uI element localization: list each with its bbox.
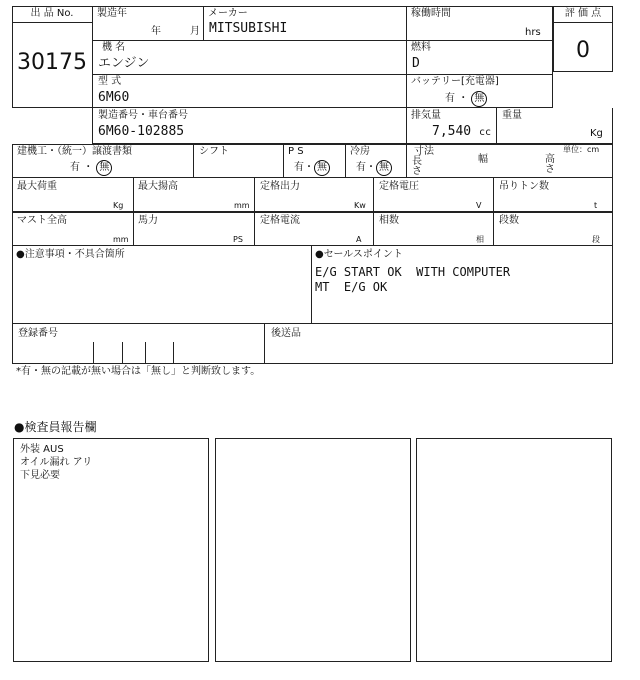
hp-label: 馬力 <box>138 215 158 226</box>
ps-yes-no <box>294 160 330 176</box>
doc-label: 建機工・（統一）譲渡書類 <box>17 146 132 157</box>
divider <box>264 324 265 364</box>
no-circled: 無 <box>376 160 392 176</box>
rated-voltage-label: 定格電圧 <box>379 181 419 192</box>
dot-text: ・ <box>458 93 469 104</box>
rated-voltage-unit: V <box>476 201 482 210</box>
serial-label: 製造番号・車台番号 <box>98 110 188 121</box>
dot-text: ・ <box>304 162 314 173</box>
reg-cell-divider <box>145 342 146 364</box>
lot-no: 30175 <box>17 50 87 75</box>
hours-unit: hrs <box>525 27 541 38</box>
displacement-unit: cc <box>478 127 492 138</box>
dot-text: ・ <box>366 162 376 173</box>
max-load-unit: Kg <box>113 201 124 210</box>
ac-label: 冷房 <box>350 146 370 157</box>
year-unit: 年 <box>151 26 161 37</box>
divider <box>406 144 407 178</box>
divider <box>406 108 407 144</box>
fuel-label: 燃料 <box>411 42 431 53</box>
displacement-label: 排気量 <box>411 110 441 121</box>
reg-cell-divider <box>93 342 94 364</box>
type: 6M60 <box>98 90 130 105</box>
unit-note: 単位：cm <box>563 145 600 154</box>
reg-cell-divider <box>173 342 174 364</box>
type-label: 型 式 <box>98 76 122 87</box>
yes-text: 有 <box>445 93 455 104</box>
yes-text: 有 <box>356 162 366 173</box>
dim-label: 寸法 <box>414 146 434 157</box>
weight-unit: Kg <box>590 128 603 139</box>
inspector-box-3 <box>416 438 612 662</box>
rated-current-unit: A <box>356 235 362 244</box>
max-lift-label: 最大揚高 <box>138 181 178 192</box>
footnote: *有・無の記載が無い場合は「無し」と判断致します。 <box>16 366 261 377</box>
fuel: D <box>412 56 420 71</box>
stage-label: 段数 <box>499 215 519 226</box>
yes-text: 有 <box>294 162 304 173</box>
stage-unit: 段 <box>592 235 600 244</box>
specs-row-2 <box>12 212 613 246</box>
year-label: 製造年 <box>97 8 127 19</box>
divider <box>92 74 553 75</box>
inspector-line-2: オイル漏れ アリ <box>20 457 93 468</box>
no-circled: 無 <box>314 160 330 176</box>
divider <box>12 22 92 23</box>
crane-unit: t <box>594 201 598 210</box>
divider <box>406 6 407 108</box>
height-label: 高さ <box>545 154 555 175</box>
serial: 6M60-102885 <box>98 124 185 139</box>
battery-label: バッテリー[充電器] <box>411 76 499 87</box>
divider <box>311 246 312 324</box>
rating-label: 評 価 点 <box>564 8 602 19</box>
model-name-label: 機 名 <box>102 42 126 53</box>
inspector-box-2 <box>215 438 411 662</box>
lot-no-label: 出 品 No. <box>30 8 74 19</box>
divider <box>92 40 553 41</box>
rated-output-unit: Kw <box>354 201 366 210</box>
inspector-title: ●検査員報告欄 <box>14 420 97 434</box>
divider <box>345 144 346 178</box>
divider <box>553 22 613 23</box>
divider <box>193 144 194 178</box>
max-lift-unit: mm <box>234 201 250 210</box>
displacement <box>432 125 491 138</box>
rated-output-label: 定格出力 <box>260 181 300 192</box>
phase-unit: 相 <box>476 235 484 244</box>
crane-label: 吊りトン数 <box>499 181 549 192</box>
rated-current-label: 定格電流 <box>260 215 300 226</box>
divider <box>92 6 93 108</box>
maker-label: メーカー <box>208 8 248 19</box>
sales-label: ●セールスポイント <box>315 249 403 260</box>
inspector-line-3: 下見必要 <box>20 470 60 481</box>
maker: MITSUBISHI <box>209 21 288 36</box>
divider <box>203 6 204 40</box>
shift-label: シフト <box>199 146 229 157</box>
sales-line-2: MT E/G OK <box>315 280 388 294</box>
divider <box>283 144 284 178</box>
registration-label: 登録番号 <box>18 328 58 339</box>
width-label: 幅 <box>478 154 488 165</box>
ps-label: P S <box>288 146 304 157</box>
month-unit: 月 <box>190 26 200 37</box>
max-load-label: 最大荷重 <box>17 181 57 192</box>
reg-cell-divider <box>122 342 123 364</box>
battery-yes-no <box>445 91 487 107</box>
length-label: 長さ <box>412 156 422 177</box>
doc-yes-no <box>70 160 112 176</box>
divider <box>496 108 497 144</box>
mast-label: マスト全高 <box>17 215 67 226</box>
phase-label: 相数 <box>379 215 399 226</box>
caution-label: ●注意事項・不具合箇所 <box>16 249 125 260</box>
ac-yes-no <box>356 160 392 176</box>
transport-label: 後送品 <box>271 328 301 339</box>
registration-row <box>12 324 613 364</box>
weight-label: 重量 <box>502 110 522 121</box>
no-circled: 無 <box>471 91 487 107</box>
rating: 0 <box>576 38 590 63</box>
hp-unit: PS <box>233 235 243 244</box>
mast-unit: mm <box>113 235 129 244</box>
yes-text: 有 <box>70 162 80 173</box>
sales-line-1: E/G START OK WITH COMPUTER <box>315 265 511 279</box>
dot-text: ・ <box>83 162 94 173</box>
displacement-value: 7,540 <box>432 124 472 139</box>
inspector-line-1: 外装 AUS <box>20 444 64 455</box>
model-name: エンジン <box>98 56 150 71</box>
no-circled: 無 <box>96 160 112 176</box>
hours-label: 稼働時間 <box>411 8 451 19</box>
